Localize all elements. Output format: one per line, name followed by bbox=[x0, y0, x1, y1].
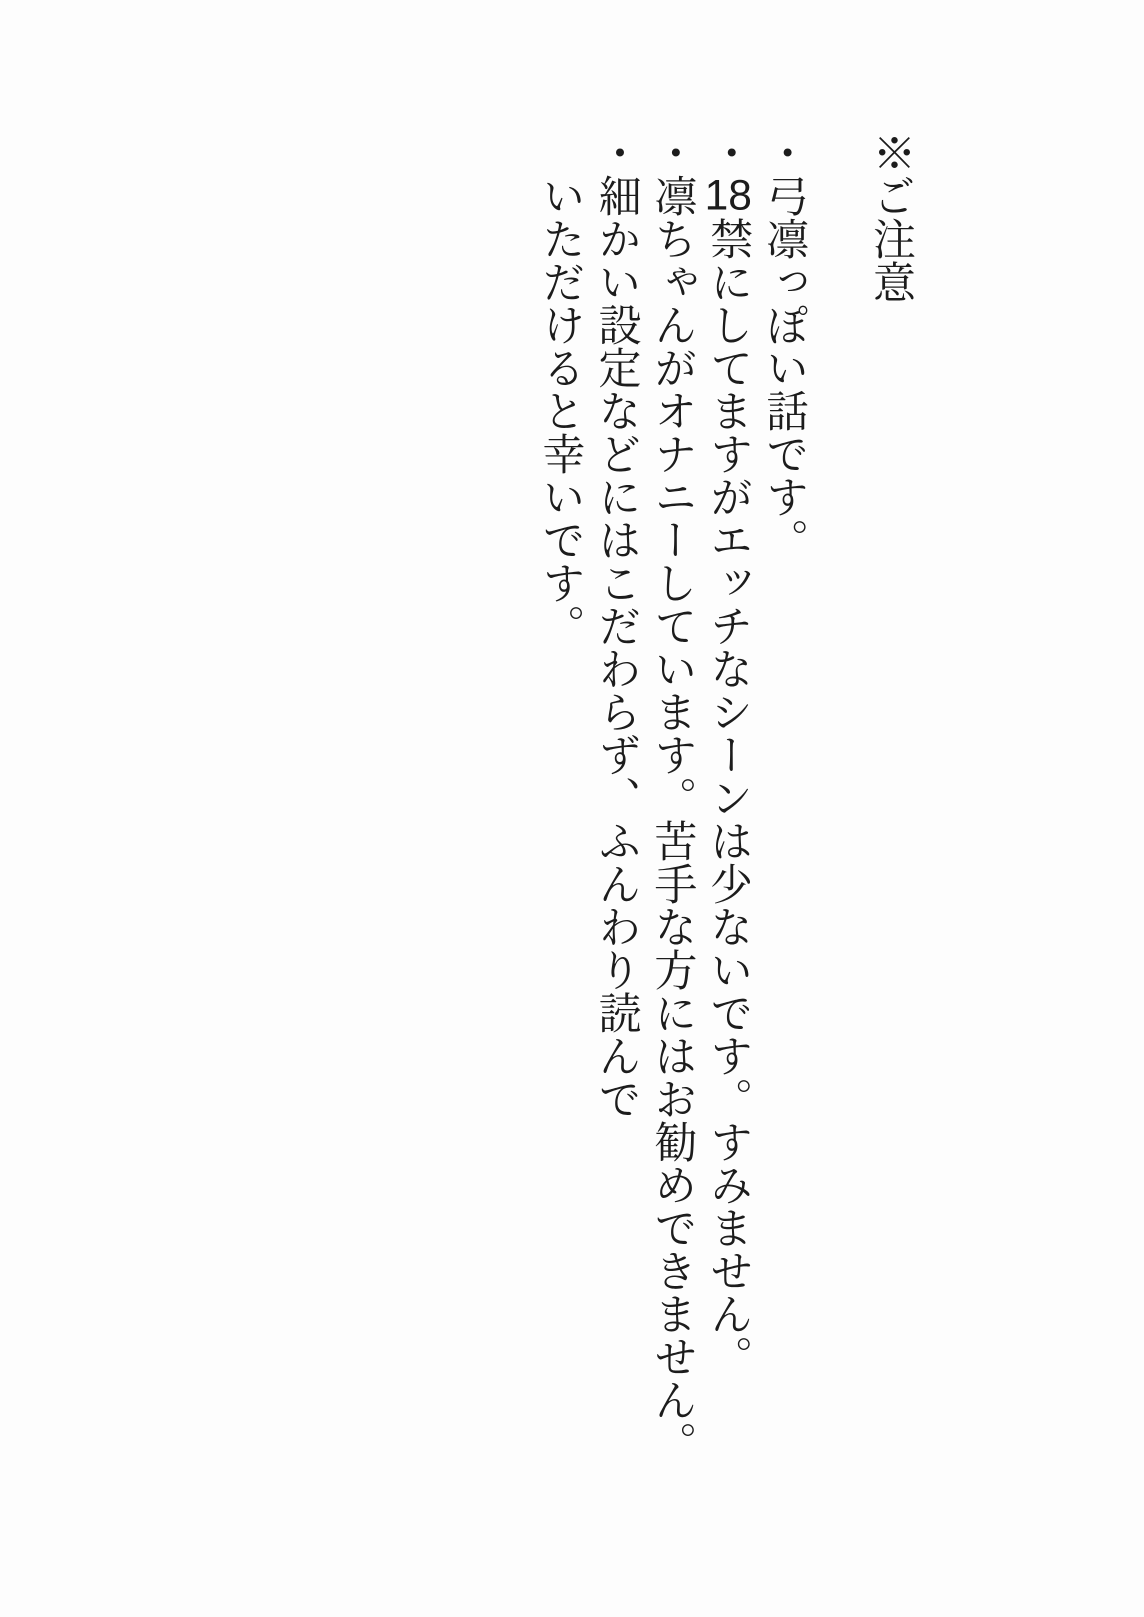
notice-line-settings: ・細かい設定などにはこだわらず、ふんわり読んで bbox=[592, 131, 641, 1120]
notice-line-yumirin: ・弓凛っぽい話です。 bbox=[760, 131, 809, 561]
vertical-text-block bbox=[532, 131, 918, 1591]
notice-line-content-warning: ・凛ちゃんがオナニーしています。苦手な方にはお勧めできません。 bbox=[648, 131, 697, 1464]
notice-line-settings-continuation: いただけると幸いです。 bbox=[536, 174, 585, 647]
notice-line-r18: ・18禁にしてますがエッチなシーンは少ないです。すみません。 bbox=[704, 131, 753, 1378]
notice-title: ※ご注意 bbox=[867, 131, 915, 303]
